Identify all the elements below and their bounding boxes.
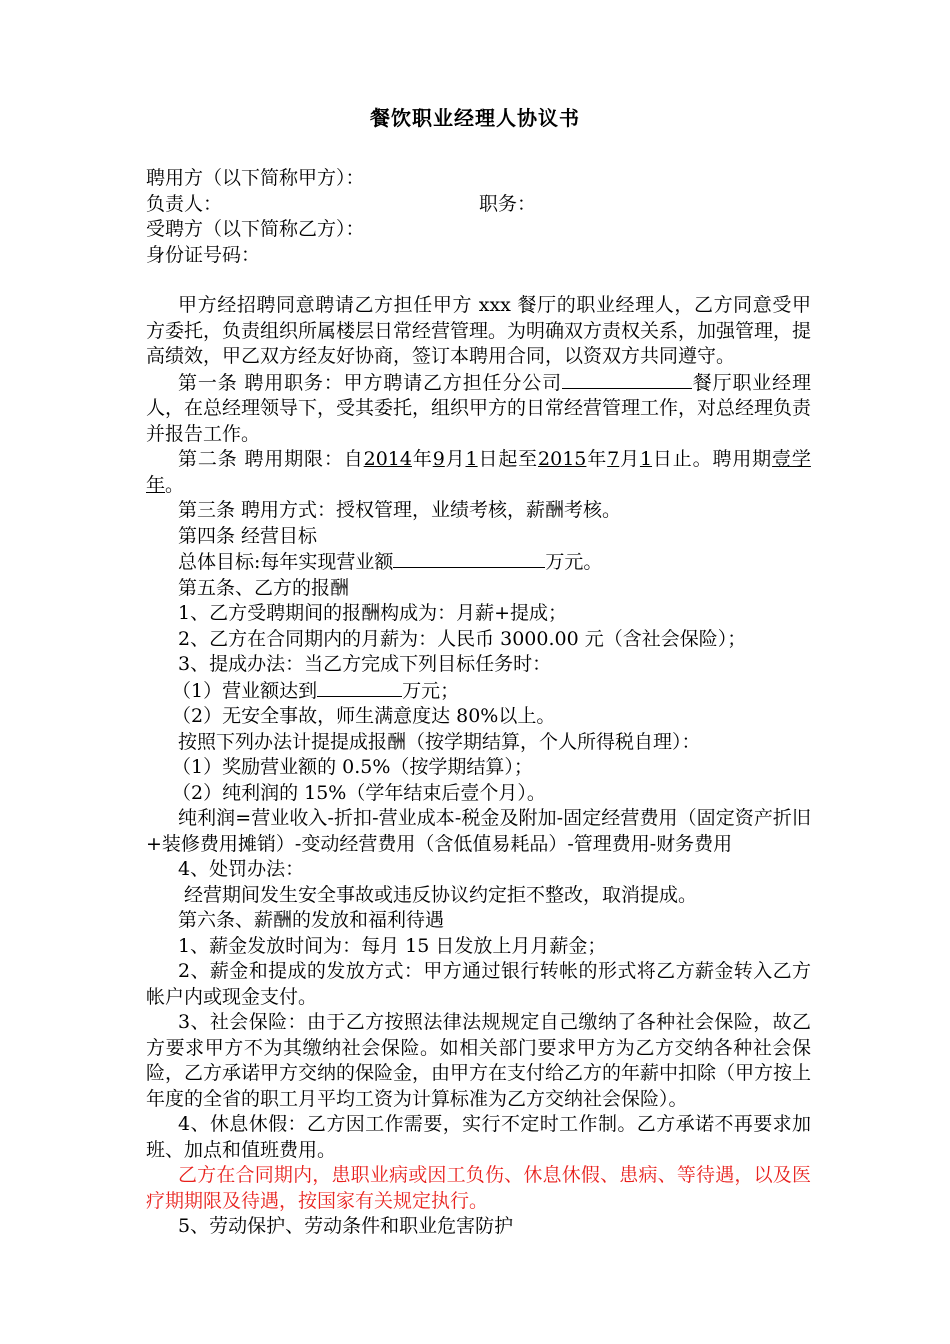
goal-text-a: 总体目标:每年实现营业额 [178, 551, 394, 573]
responsible-position-line [146, 192, 811, 218]
spacer [146, 268, 811, 293]
intro-paragraph: 甲方经招聘同意聘请乙方担任甲方 xxx 餐厅的职业经理人，乙方同意受甲方委托，负责组织所属楼层日常经营管理。为明确双方责权关系，加强管理，提高绩效，甲乙双方经友好协商，签订本聘用合同，以资双方共同遵守。 [146, 294, 812, 367]
revenue-target-blank [317, 678, 402, 697]
article-5-item-3-1 [146, 678, 811, 705]
article-1 [146, 370, 811, 448]
end-month: 7 [607, 448, 620, 470]
article-5-item-4-text: 经营期间发生安全事故或违反协议约定拒不整改，取消提成。 [184, 883, 698, 906]
target-text-a: （1）营业额达到 [172, 679, 318, 702]
term-value: 壹学年 [146, 448, 811, 496]
document-body [146, 166, 811, 1240]
article-5-calc-2: （2）纯利润的 15%（学年结束后壹个月）。 [172, 781, 546, 804]
article-2 [146, 447, 811, 498]
article-6-item-2: 2、薪金和提成的发放方式：甲方通过银行转帐的形式将乙方薪金转入乙方帐户内或现金支付。 [146, 960, 811, 1008]
employee-field: 受聘方（以下简称乙方）： [146, 218, 365, 240]
article-5: 第五条、乙方的报酬 [178, 576, 350, 599]
article-1-text-a: 第一条 聘用职务：甲方聘请乙方担任分公司 [178, 371, 562, 394]
term-label: 日止。聘用期 [652, 448, 773, 470]
end-day: 1 [639, 448, 653, 470]
revenue-goal-blank [393, 549, 545, 568]
article-6-item-5: 5、劳动保护、劳动条件和职业危害防护 [178, 1215, 514, 1237]
article-2-text: 第二条 聘用期限：自 [178, 448, 364, 470]
article-5-calc: 按照下列办法计提提成报酬（按学期结算，个人所得税自理）： [178, 730, 701, 753]
article-5-calc-1: （1）奖励营业额的 0.5%（按学期结算）； [172, 756, 533, 778]
article-5-item-3-2: （2）无安全事故，师生满意度达 80%以上。 [172, 705, 556, 727]
article-5-item-1: 1、乙方受聘期间的报酬构成为：月薪+提成； [178, 602, 568, 624]
start-day: 1 [465, 448, 478, 470]
article-4: 第四条 经营目标 [178, 524, 318, 547]
employer-field: 聘用方（以下简称甲方）： [146, 167, 365, 189]
article-5-item-3: 3、提成办法：当乙方完成下列目标任务时： [178, 653, 552, 675]
article-6: 第六条、薪酬的发放和福利待遇 [178, 909, 445, 931]
red-clause: 乙方在合同期内，患职业病或因工负伤、休息休假、患病、等待遇，以及医疗期期限及待遇，按国家有关规定执行。 [146, 1164, 811, 1212]
start-month: 9 [432, 448, 445, 470]
article-3: 第三条 聘用方式：授权管理，业绩考核，薪酬考核。 [178, 499, 622, 521]
period: 。 [165, 473, 185, 496]
start-year: 2014 [363, 448, 412, 470]
article-6-item-1: 1、薪金发放时间为：每月 15 日发放上月月薪金； [178, 934, 607, 957]
id-number-field: 身份证号码： [146, 243, 261, 266]
position-field: 职务： [479, 192, 537, 215]
net-profit-definition: 纯利润=营业收入-折扣-营业成本-税金及附加-固定经营费用（固定资产折旧+装修费用摊销）-变动经营费用（含低值易耗品）-管理费用-财务费用 [146, 807, 811, 855]
article-1-text-b: 餐厅职业经理人，在总经理领导下，受其委托，组织甲方的日常经营管理工作，对总经理负责并报告工作。 [146, 371, 812, 445]
article-6-item-3: 3、社会保险：由于乙方按照法律法规规定自己缴纳了各种社会保险，故乙方要求甲方不为其缴纳社会保险。如相关部门要求甲方为乙方交纳各种社会保险，乙方承诺甲方交纳的保险金，由甲方在支付给乙方的年薪中扣除（甲方按上年度的全省的职工月平均工资为计算标准为乙方交纳社会保险）。 [146, 1011, 812, 1110]
article-5-item-4: 4、处罚办法： [178, 858, 305, 880]
month-label: 月 [619, 448, 640, 470]
branch-blank [562, 370, 692, 389]
target-text-b: 万元； [402, 679, 460, 702]
document-title: 餐饮职业经理人协议书 [370, 106, 580, 130]
goal-text-b: 万元。 [545, 551, 603, 573]
year-label: 年 [411, 448, 433, 470]
month-label: 月 [444, 448, 466, 470]
responsible-field: 负责人： [146, 192, 223, 215]
article-4-goal [146, 549, 811, 576]
from-to-label: 日起至 [477, 448, 539, 470]
article-6-item-4: 4、休息休假：乙方因工作需要，实行不定时工作制。乙方承诺不再要求加班、加点和值班费用。 [146, 1113, 811, 1161]
article-5-item-2: 2、乙方在合同期内的月薪为：人民币 3000.00 元（含社会保险）； [178, 627, 747, 650]
year-label: 年 [586, 448, 608, 470]
end-year: 2015 [538, 448, 587, 470]
